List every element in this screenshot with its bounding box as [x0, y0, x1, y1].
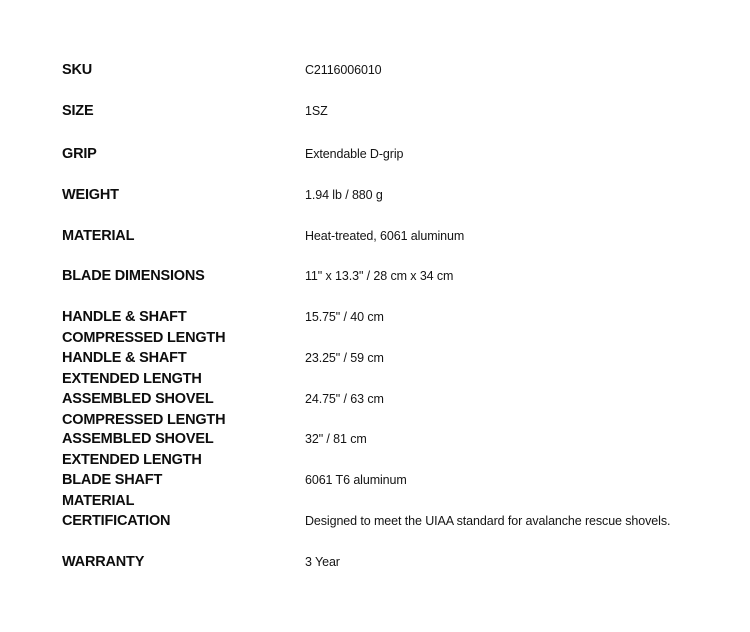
spec-value: Designed to meet the UIAA standard for avalanche rescue shovels.: [305, 514, 671, 528]
spec-label: GRIP: [62, 146, 97, 162]
spec-value: 32" / 81 cm: [305, 432, 367, 446]
spec-value: 6061 T6 aluminum: [305, 473, 407, 487]
spec-label: WEIGHT: [62, 187, 119, 203]
spec-label: HANDLE & SHAFT EXTENDED LENGTH: [62, 350, 202, 387]
spec-value: 3 Year: [305, 555, 340, 569]
spec-label: HANDLE & SHAFT COMPRESSED LENGTH: [62, 309, 226, 346]
spec-value: 1.94 lb / 880 g: [305, 188, 383, 202]
spec-value: 15.75" / 40 cm: [305, 310, 384, 324]
spec-label: SIZE: [62, 103, 94, 119]
spec-label: ASSEMBLED SHOVEL EXTENDED LENGTH: [62, 431, 214, 468]
spec-label: WARRANTY: [62, 554, 145, 570]
spec-label: BLADE DIMENSIONS: [62, 268, 205, 284]
spec-label: CERTIFICATION: [62, 513, 171, 529]
spec-value: Extendable D-grip: [305, 147, 404, 161]
spec-label: BLADE SHAFT MATERIAL: [62, 472, 163, 509]
spec-value: C2116006010: [305, 63, 382, 77]
spec-value: 1SZ: [305, 104, 328, 118]
spec-label: ASSEMBLED SHOVEL COMPRESSED LENGTH: [62, 391, 226, 428]
spec-value: 11" x 13.3" / 28 cm x 34 cm: [305, 269, 454, 283]
spec-label: SKU: [62, 62, 93, 78]
spec-value: Heat-treated, 6061 aluminum: [305, 229, 465, 243]
spec-value: 24.75" / 63 cm: [305, 392, 384, 406]
spec-label: MATERIAL: [62, 228, 135, 244]
spec-value: 23.25" / 59 cm: [305, 351, 384, 365]
